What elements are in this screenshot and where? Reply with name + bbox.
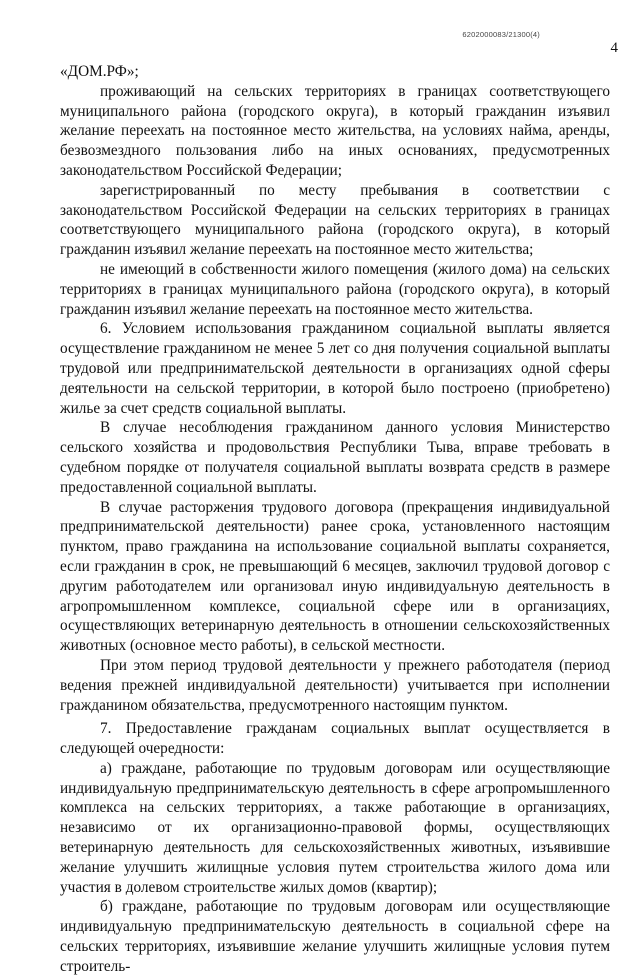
paragraph-clause-7-a: а) граждане, работающие по трудовым договорам или осуществляющие индивидуальную предпринимательскую деятельность в сфере агропромышленного комплекса на сельских территориях, а также работающие в организациях, независимо от их организационно-правовой формы, осуществляющих ветеринарную деятельность для сельскохозяйственных животных, изъявившие желание улучшить жилищные условия путем строительства жилого дома или участия в долевом строительстве жилых домов (квартир); <box>60 759 610 896</box>
paragraph-clause-7: 7. Предоставление гражданам социальных выплат осуществляется в следующей очередности: <box>60 720 610 758</box>
document-body <box>60 62 610 977</box>
paragraph-residing-condition: проживающий на сельских территориях в границах соответствующего муниципального района (городского округа), в который гражданин изъявил желание переехать на постоянное место жительства, на условиях найма, аренды, безвозмездного пользования либо на иных основаниях, предусмотренных законодательством Российской Федерации; <box>60 82 610 179</box>
paragraph-no-property-condition: не имеющий в собственности жилого помещения (жилого дома) на сельских территориях в границах муниципального района (городского округа), в который гражданин изъявил желание переехать на постоянное место жительства. <box>60 260 610 318</box>
paragraph-clause-6-noncompliance: В случае несоблюдения гражданином данного условия Министерство сельского хозяйства и продовольствия Республики Тыва, вправе требовать в судебном порядке от получателя социальной выплаты возврата средств в размере предоставленной социальной выплаты. <box>60 419 610 496</box>
paragraph-clause-7-b: б) граждане, работающие по трудовым договорам или осуществляющие индивидуальную предпринимательскую деятельность в социальной сфере на сельских территориях, изъявившие желание улучшить жилищные условия путем строитель- <box>60 898 610 975</box>
paragraph-registered-condition: зарегистрированный по месту пребывания в соответствии с законодательством Российской Федерации на сельских территориях в границах соответствующего муниципального района (городского округа), в который гражданин изъявил желание переехать на постоянное место жительства; <box>60 181 610 259</box>
document-registration-code: 6202000083/21300(4) <box>462 30 540 39</box>
page-number: 4 <box>610 40 618 56</box>
paragraph-clause-6-previous-employer: При этом период трудовой деятельности у прежнего работодателя (период ведения прежней индивидуальной деятельности) учитывается при исполнении гражданином обязательства, предусмотренного настоящим пунктом. <box>60 656 610 714</box>
paragraph-clause-6-termination: В случае расторжения трудового договора (прекращения индивидуальной предпринимательской деятельности) ранее срока, установленного настоящим пунктом, право гражданина на использование социальной выплаты сохраняется, если гражданин в срок, не превышающий 6 месяцев, заключил трудовой договор с другим работодателем или организовал иную индивидуальную деятельность в агропромышленном комплексе, социальной сфере или в организациях, осуществляющих ветеринарную деятельность в отношении сельскохозяйственных животных (основное место работы), в сельской местности. <box>60 498 610 655</box>
paragraph-dom-rf-end: «ДОМ.РФ»; <box>60 63 139 80</box>
paragraph-clause-6: 6. Условием использования гражданином социальной выплаты является осуществление гражданином не менее 5 лет со дня получения социальной выплаты трудовой или предпринимательской деятельности в организациях одной сферы деятельности на сельской территории, в которой было построено (приобретено) жилье за счет средств социальной выплаты. <box>60 320 610 417</box>
